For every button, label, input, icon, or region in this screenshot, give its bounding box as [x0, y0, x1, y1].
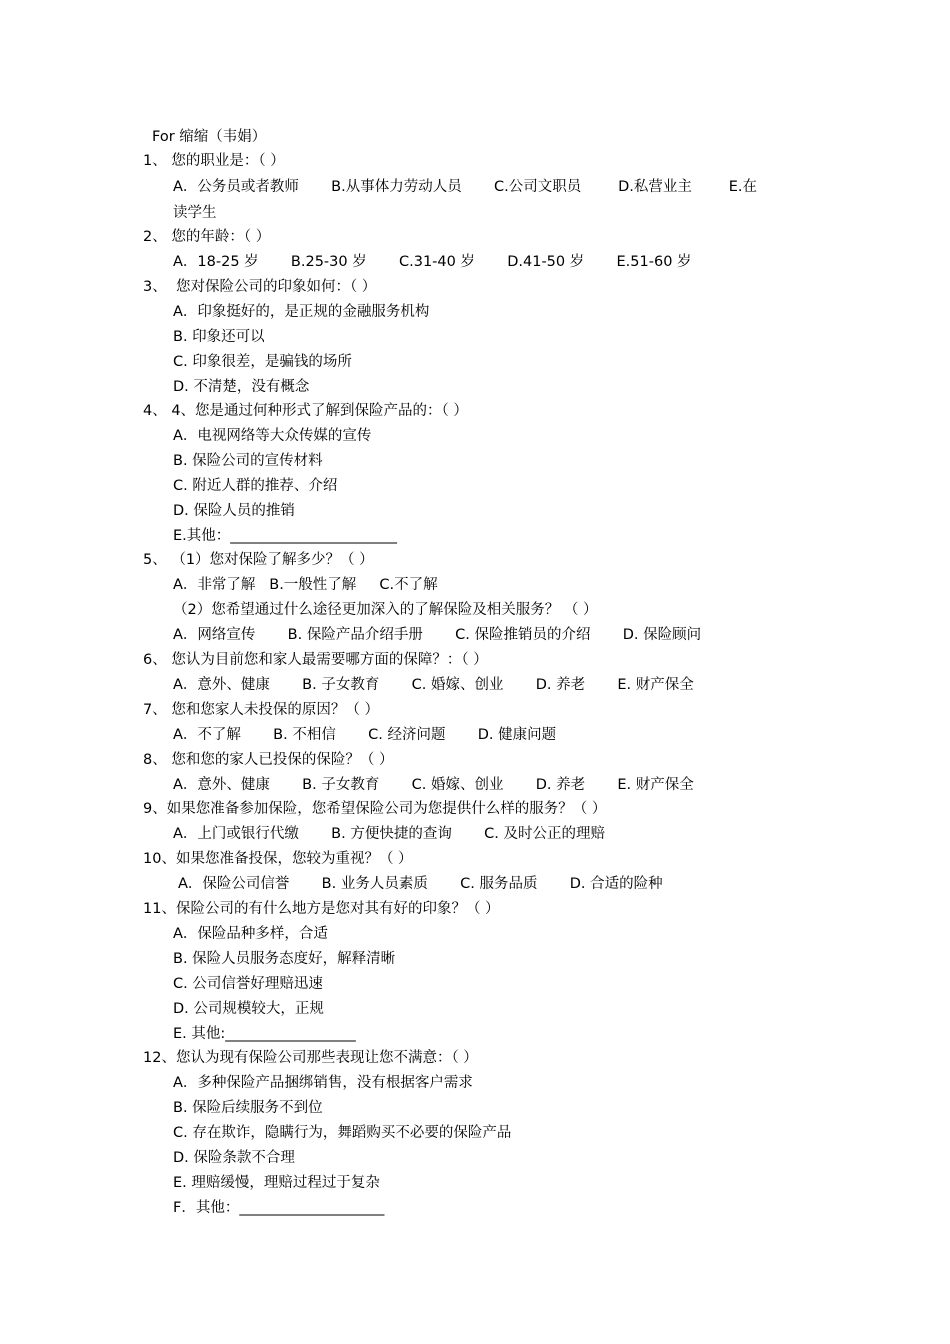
question-2-options: A．18-25 岁 B.25-30 岁 C.31-40 岁 D.41-50 岁 E.51-60 岁	[173, 254, 692, 270]
question-3-option-d: D. 不清楚，没有概念	[173, 379, 310, 395]
question-11-option-e: E. 其他:__________________	[173, 1026, 356, 1042]
question-12-option-a: A．多种保险产品捆绑销售，没有根据客户需求	[173, 1075, 473, 1091]
question-1-options: A．公务员或者教师 B.从事体力劳动人员 C.公司文职员 D.私营业主 E.在	[173, 179, 758, 195]
question-5-1-options: A．非常了解 B.一般性了解 C.不了解	[173, 577, 438, 593]
question-3-option-c: C. 印象很差，是骗钱的场所	[173, 354, 352, 370]
question-2: 2、 您的年龄：（ ）	[143, 229, 271, 245]
question-6-options: A．意外、健康 B. 子女教育 C. 婚嫁、创业 D. 养老 E. 财产保全	[173, 677, 694, 693]
question-12-option-b: B. 保险后续服务不到位	[173, 1100, 323, 1116]
question-4: 4、 4、您是通过何种形式了解到保险产品的：（ ）	[143, 403, 468, 419]
question-11-option-c: C. 公司信誉好理赔迅速	[173, 976, 323, 992]
question-9: 9、如果您准备参加保险，您希望保险公司为您提供什么样的服务？（ ）	[143, 801, 607, 817]
question-3: 3、 您对保险公司的印象如何：（ ）	[143, 279, 377, 295]
question-4-option-e: E.其他：_______________________	[173, 528, 398, 544]
question-5: 5、 （1）您对保险了解多少？（ ）	[143, 552, 374, 568]
question-1-options-wrap: 读学生	[173, 205, 217, 221]
question-7: 7、 您和您家人未投保的原因？（ ）	[143, 702, 379, 718]
question-4-option-b: B. 保险公司的宣传材料	[173, 453, 323, 469]
question-4-option-a: A．电视网络等大众传媒的宣传	[173, 428, 372, 444]
question-10: 10、如果您准备投保，您较为重视？（ ）	[143, 851, 413, 867]
question-12: 12、您认为现有保险公司那些表现让您不满意：（ ）	[143, 1050, 478, 1066]
question-12-option-c: C. 存在欺诈，隐瞒行为，舞蹈购买不必要的保险产品	[173, 1125, 512, 1141]
question-4-option-c: C. 附近人群的推荐、介绍	[173, 478, 338, 494]
question-12-option-d: D. 保险条款不合理	[173, 1150, 295, 1166]
question-8-options: A．意外、健康 B. 子女教育 C. 婚嫁、创业 D. 养老 E. 财产保全	[173, 777, 694, 793]
question-12-option-e: E. 理赔缓慢，理赔过程过于复杂	[173, 1175, 380, 1191]
question-6: 6、 您认为目前您和家人最需要哪方面的保障？：（ ）	[143, 652, 488, 668]
document-header: For 缩缩（韦娟）	[152, 129, 267, 145]
question-5-2-options: A．网络宣传 B. 保险产品介绍手册 C. 保险推销员的介绍 D. 保险顾问	[173, 627, 702, 643]
question-10-options: A．保险公司信誉 B. 业务人员素质 C. 服务品质 D. 合适的险种	[178, 876, 663, 892]
question-11-option-a: A．保险品种多样，合适	[173, 926, 328, 942]
question-11: 11、保险公司的有什么地方是您对其有好的印象？（ ）	[143, 901, 500, 917]
question-3-option-b: B. 印象还可以	[173, 329, 265, 345]
question-3-option-a: A．印象挺好的，是正规的金融服务机构	[173, 304, 430, 320]
question-11-option-b: B. 保险人员服务态度好，解释清晰	[173, 951, 396, 967]
question-9-options: A．上门或银行代缴 B. 方便快捷的查询 C. 及时公正的理赔	[173, 826, 605, 842]
question-12-option-f: F．其他：____________________	[173, 1200, 385, 1216]
question-8: 8、 您和您的家人已投保的保险？（ ）	[143, 752, 394, 768]
question-11-option-d: D. 公司规模较大，正规	[173, 1001, 324, 1017]
question-4-option-d: D. 保险人员的推销	[173, 503, 295, 519]
question-1: 1、 您的职业是：（ ）	[143, 153, 285, 169]
question-7-options: A．不了解 B. 不相信 C. 经济问题 D. 健康问题	[173, 727, 557, 743]
question-5-2: （2）您希望通过什么途径更加深入的了解保险及相关服务？ （ ）	[173, 602, 598, 618]
